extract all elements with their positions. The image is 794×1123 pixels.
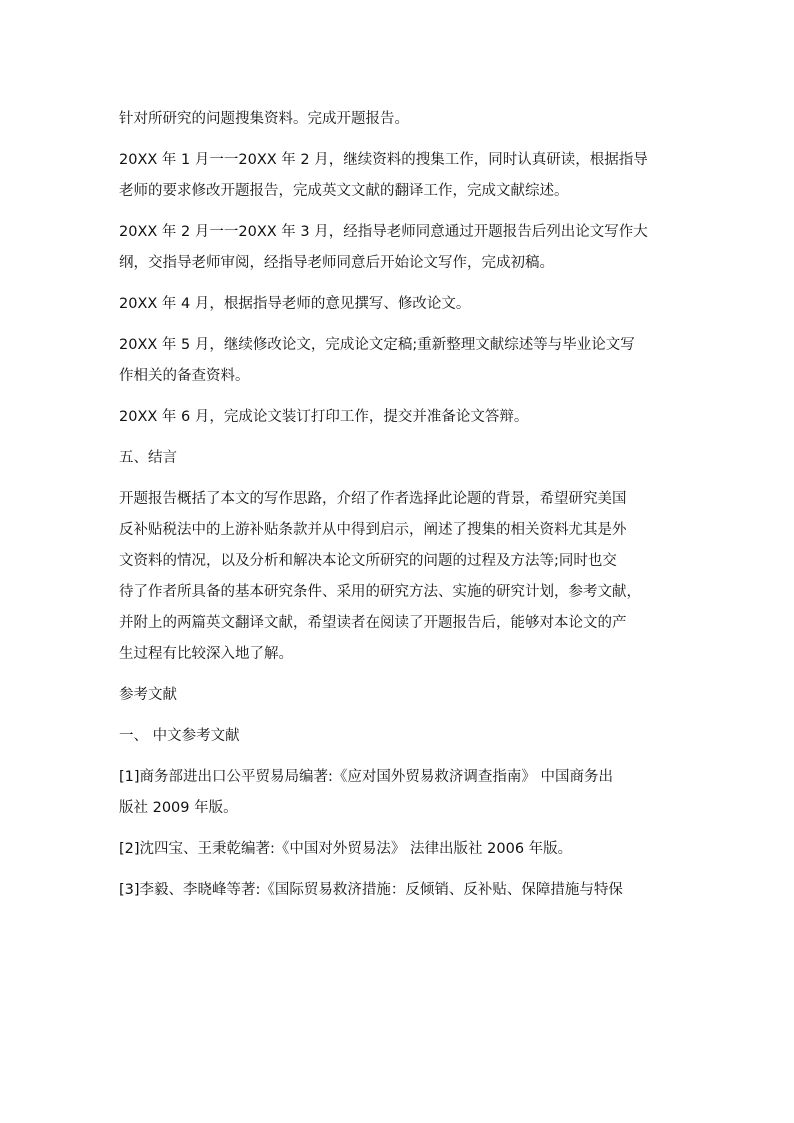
text-line: 20XX 年 5 月，继续修改论文，完成论文定稿;重新整理文献综述等与毕业论文写 [119, 337, 635, 353]
text-line: 文资料的情况，以及分析和解决本论文所研究的问题的过程及方法等;同时也交 [119, 553, 617, 569]
text-line: 生过程有比较深入地了解。 [119, 646, 293, 662]
paragraph-schedule-feb-mar [119, 217, 679, 279]
heading-text: 参考文献 [119, 687, 177, 703]
text-line: 20XX 年 6 月，完成论文装订打印工作，提交并准备论文答辩。 [119, 409, 529, 425]
reference-item-2 [119, 834, 679, 865]
reference-item-1 [119, 762, 679, 824]
text-line: 反补贴税法中的上游补贴条款并从中得到启示，阐述了搜集的相关资料尤其是外 [119, 522, 627, 538]
text-line: 针对所研究的问题搜集资料。完成开题报告。 [119, 111, 409, 127]
text-line: 纲，交指导老师审阅，经指导老师同意后开始论文写作，完成初稿。 [119, 255, 554, 271]
text-line: [3]李毅、李晓峰等著:《国际贸易救济措施：反倾销、反补贴、保障措施与特保 [119, 882, 623, 898]
paragraph-schedule-may [119, 330, 679, 392]
text-line: 待了作者所具备的基本研究条件、采用的研究方法、实施的研究计划，参考文献， [119, 584, 641, 600]
reference-item-3 [119, 875, 679, 906]
text-line: [2]沈四宝、王秉乾编著:《中国对外贸易法》 法律出版社 2006 年版。 [119, 841, 573, 857]
paragraph-schedule-jun [119, 402, 679, 433]
paragraph-schedule-apr [119, 289, 679, 320]
document-body [119, 104, 679, 906]
text-line: 作相关的备查资料。 [119, 368, 250, 384]
subheading-chinese-references [119, 721, 679, 752]
paragraph-conclusion [119, 484, 679, 670]
text-line: 开题报告概括了本文的写作思路，介绍了作者选择此论题的背景，希望研究美国 [119, 491, 627, 507]
text-line: 并附上的两篇英文翻译文献，希望读者在阅读了开题报告后，能够对本论文的产 [119, 615, 627, 631]
paragraph-opening-report-task [119, 104, 679, 135]
text-line: 20XX 年 2 月一一20XX 年 3 月，经指导老师同意通过开题报告后列出论文写作大 [119, 224, 648, 240]
section-heading-conclusion [119, 443, 679, 474]
text-line: 20XX 年 1 月一一20XX 年 2 月，继续资料的搜集工作，同时认真研读，根据指导 [119, 152, 648, 168]
text-line: 老师的要求修改开题报告，完成英文文献的翻译工作，完成文献综述。 [119, 183, 569, 199]
text-line: 版社 2009 年版。 [119, 800, 238, 816]
text-line: [1]商务部进出口公平贸易局编著:《应对国外贸易救济调查指南》 中国商务出 [119, 769, 614, 785]
section-heading-references [119, 680, 679, 711]
text-line: 20XX 年 4 月，根据指导老师的意见撰写、修改论文。 [119, 296, 471, 312]
paragraph-schedule-jan-feb [119, 145, 679, 207]
subheading-text: 一、 中文参考文献 [119, 728, 240, 744]
heading-text: 五、结言 [119, 450, 177, 466]
